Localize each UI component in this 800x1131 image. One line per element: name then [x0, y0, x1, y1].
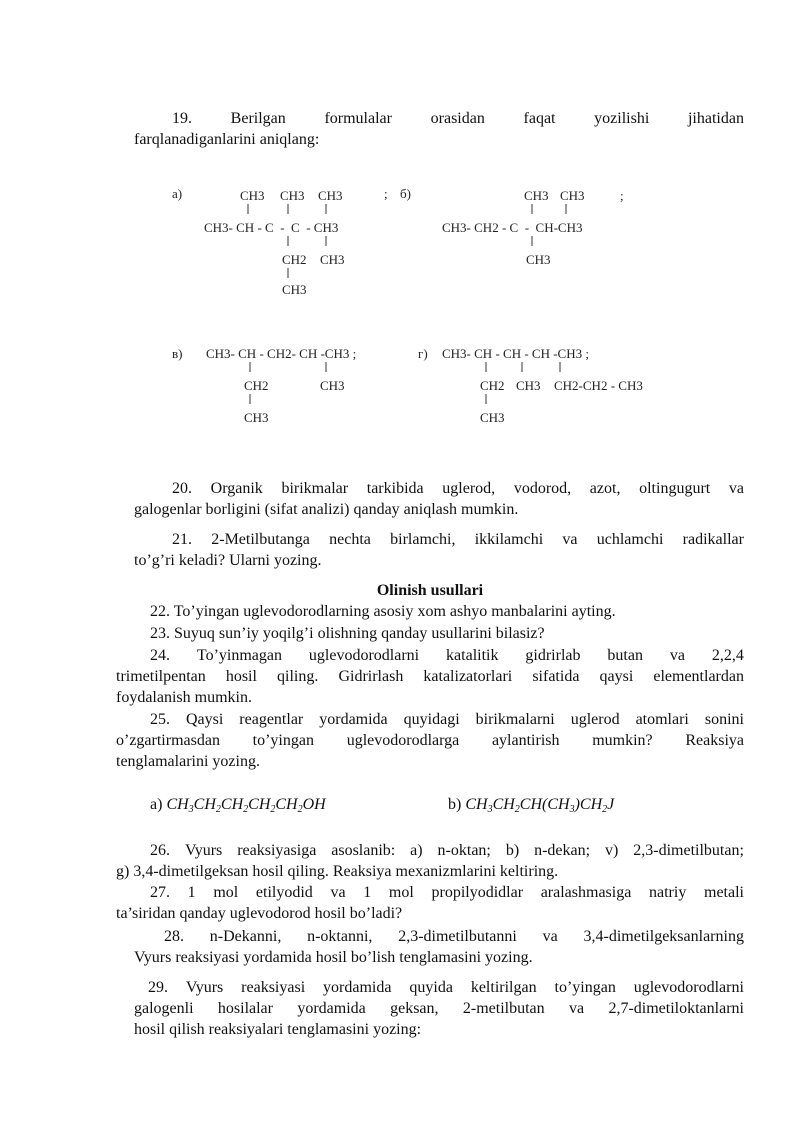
question-24-line-2	[116, 666, 744, 687]
word: uglevodorodlarni	[633, 979, 744, 996]
question-26-line-1	[116, 840, 744, 861]
structural-formulas	[0, 170, 800, 470]
word: 1	[187, 884, 196, 901]
word: jihatidan	[687, 110, 744, 127]
structure-v-main-chain: CH3- CH - CH2- CH -CH3 ;	[206, 346, 357, 361]
structure-b-top-1: CH3	[524, 188, 549, 203]
question-19-line-1	[134, 108, 744, 129]
word: 2-metilbutan	[462, 1000, 545, 1017]
word: 27.	[150, 884, 170, 901]
word: ikkilamchi	[474, 531, 544, 548]
word: va	[728, 480, 744, 497]
word: reaksiyasi	[241, 979, 306, 996]
word: birikmalarni	[475, 711, 555, 728]
word: qiling.	[277, 668, 319, 685]
word: formulalar	[324, 110, 392, 127]
word: 2,3-dimetilbutan;	[633, 842, 744, 859]
word: b)	[505, 842, 520, 859]
question-22	[150, 601, 744, 622]
structure-a-tail: CH3	[282, 282, 307, 297]
question-23	[150, 623, 744, 644]
word: tarkibida	[366, 480, 424, 497]
word: n-dekan;	[534, 842, 591, 859]
word: 24.	[150, 647, 170, 664]
question-29-line-1	[134, 977, 744, 998]
word: reagentlar	[239, 711, 304, 728]
word: uchlamchi	[596, 531, 664, 548]
word: gidrirlab	[525, 647, 581, 664]
question-26	[116, 840, 744, 882]
section-heading: Olinish usullari	[376, 582, 484, 599]
question-24-line-1	[116, 645, 744, 666]
word: Berilgan	[230, 110, 286, 127]
structure-a-branch-1: CH2	[282, 252, 307, 267]
word: yozilishi	[594, 110, 650, 127]
structure-a-label: a)	[172, 186, 183, 201]
word: yordamida	[297, 1000, 366, 1017]
formula-a-expression: $CH_3CH_2CH_2CH_2CH_2OH$	[166, 796, 326, 815]
word: mol	[388, 884, 414, 901]
word: v)	[605, 842, 619, 859]
word: oltingugurt	[639, 480, 711, 497]
structure-b	[400, 186, 624, 267]
question-25	[116, 709, 744, 772]
word: va	[562, 531, 578, 548]
word: uglerod,	[442, 480, 496, 497]
word: 29.	[148, 979, 168, 996]
word: sifatida	[532, 668, 580, 685]
structure-a-top-3: CH3	[318, 188, 343, 203]
question-27-line-1	[116, 882, 744, 903]
word: 1	[363, 884, 372, 901]
word: radikallar	[682, 531, 744, 548]
question-28	[134, 926, 744, 968]
question-27-line-2: ta’siridan qanday uglevodorod hosil bo’ladi?	[116, 905, 403, 922]
word: quyida	[409, 979, 453, 996]
word: 28.	[164, 928, 184, 945]
word: uglerod	[570, 711, 620, 728]
word: hosil	[225, 668, 257, 685]
word: hosilalar	[217, 1000, 273, 1017]
word: asoslanib:	[331, 842, 396, 859]
word: va	[330, 884, 346, 901]
word: mumkin?	[592, 732, 653, 749]
word: 20.	[172, 480, 192, 497]
word: etilyodid	[255, 884, 313, 901]
word: to’yingan	[252, 732, 314, 749]
word: va	[542, 928, 558, 945]
question-20-line-2: galogenlar borligini (sifat analizi) qanday aniqlash mumkin.	[134, 501, 519, 518]
word: yordamida	[323, 979, 392, 996]
word: Organik	[210, 480, 263, 497]
question-21-line-2: to’g’ri keladi? Ularni yozing.	[134, 552, 322, 569]
word: va	[568, 1000, 585, 1017]
question-25-line-1	[116, 709, 744, 730]
structure-a-branch-2: CH3	[320, 252, 345, 267]
structure-a-top-1: CH3	[240, 188, 265, 203]
structure-a-separator: ;	[384, 186, 388, 201]
word: aylantirish	[491, 732, 560, 749]
formula-a-label: a)	[150, 796, 163, 813]
word: Gidrirlash	[338, 668, 404, 685]
word: nechta	[329, 531, 371, 548]
word: 2,3-dimetilbutanni	[398, 928, 517, 945]
structure-b-label: б)	[400, 186, 411, 201]
structure-b-main-chain: CH3- CH2 - C - CH-CH3	[442, 220, 583, 235]
word: keltirilgan	[470, 979, 537, 996]
word: mol	[213, 884, 239, 901]
word: birikmalar	[281, 480, 349, 497]
structure-g-main-chain: CH3- CH - CH - CH -CH3 ;	[442, 346, 589, 361]
word: To’yinmagan	[196, 647, 282, 664]
question-25-line-2	[116, 730, 744, 751]
word: 21.	[172, 531, 192, 548]
word: azot,	[589, 480, 621, 497]
structure-b-top-2: CH3	[560, 188, 585, 203]
word: qaysi	[599, 668, 634, 685]
word: n-oktan;	[437, 842, 491, 859]
question-24-line-3: foydalanish mumkin.	[116, 689, 252, 706]
word: o’zgartirmasdan	[116, 732, 220, 749]
question-29-line-3: hosil qilish reaksiyalari tenglamasini yozing:	[134, 1021, 422, 1038]
word: galogenli	[134, 1000, 194, 1017]
structure-v-branch-2: CH3	[320, 378, 345, 393]
word: elementlardan	[653, 668, 744, 685]
word: orasidan	[430, 110, 485, 127]
structure-v-label: в)	[172, 346, 183, 361]
question-28-line-1	[134, 926, 744, 947]
formula-a	[150, 796, 326, 814]
structure-a	[172, 186, 388, 297]
question-25-line-3: tenglamalarini yozing.	[116, 753, 260, 770]
word: Vyurs	[185, 979, 224, 996]
formula-b-expression: $CH_3CH_2CH(CH_3)CH_2J$	[465, 796, 615, 815]
question-19-line-2: farqlanadiganlarini aniqlang:	[134, 131, 320, 148]
word: n-Dekanni,	[209, 928, 282, 945]
structure-b-separator: ;	[620, 188, 624, 203]
question-22-text: 22. To’yingan uglevodorodlarning asosiy xom ashyo manbalarini ayting.	[150, 603, 616, 620]
word: katalitik	[446, 647, 499, 664]
word: aralashmasiga	[540, 884, 632, 901]
structure-g-label: г)	[418, 346, 428, 361]
formula-b-label: b)	[448, 796, 462, 813]
word: 2,7-dimetiloktanlarni	[608, 1000, 744, 1017]
structure-a-top-2: CH3	[280, 188, 305, 203]
word: uglevodorodlarni	[308, 647, 420, 664]
word: propilyodidlar	[431, 884, 524, 901]
question-24	[116, 645, 744, 708]
structure-v-tail: CH3	[244, 410, 269, 425]
structure-g-branch-1: CH2	[480, 378, 505, 393]
formula-b	[448, 796, 614, 814]
question-21	[134, 529, 744, 571]
question-29	[134, 977, 744, 1040]
question-20	[134, 478, 744, 520]
word: 2,2,4	[711, 647, 744, 664]
word: 25.	[150, 711, 170, 728]
word: butan	[607, 647, 643, 664]
word: reaksiyasiga	[237, 842, 317, 859]
word: geksan,	[390, 1000, 439, 1017]
structure-v	[172, 346, 356, 425]
structure-b-branch: CH3	[526, 252, 551, 267]
question-21-line-1	[134, 529, 744, 550]
word: vodorod,	[513, 480, 572, 497]
word: metali	[704, 884, 744, 901]
question-26-line-2: g) 3,4-dimetilgeksan hosil qiling. Reaksiya mexanizmlarini keltiring.	[116, 863, 559, 880]
question-27	[116, 882, 744, 924]
structure-a-main-chain: CH3- CH - C - C - CH3	[204, 220, 339, 235]
word: uglevodorodlarga	[346, 732, 460, 749]
word: sonini	[704, 711, 744, 728]
word: 26.	[150, 842, 170, 859]
structure-g-tail: CH3	[480, 410, 505, 425]
word: Vyurs	[184, 842, 223, 859]
word: yordamida	[319, 711, 388, 728]
word: to’yingan	[554, 979, 616, 996]
word: atomlari	[635, 711, 689, 728]
word: Qaysi	[185, 711, 224, 728]
word: quyidagi	[403, 711, 460, 728]
structure-g	[418, 346, 643, 425]
structure-v-branch-1: CH2	[244, 378, 269, 393]
word: va	[669, 647, 685, 664]
question-19	[134, 108, 744, 150]
word: Reaksiya	[685, 732, 744, 749]
structure-g-branch-3: CH2-CH2 - CH3	[554, 378, 643, 393]
word: 2-Metilbutanga	[211, 531, 310, 548]
word: a)	[410, 842, 423, 859]
word: katalizatorlari	[423, 668, 513, 685]
question-20-line-1	[134, 478, 744, 499]
word: natriy	[649, 884, 687, 901]
structure-g-branch-2: CH3	[516, 378, 541, 393]
question-29-line-2	[134, 998, 744, 1019]
question-28-line-2: Vyurs reaksiyasi yordamida hosil bo’lish tenglamasini yozing.	[134, 949, 533, 966]
word: n-oktanni,	[307, 928, 373, 945]
word: 19.	[172, 110, 192, 127]
word: faqat	[523, 110, 556, 127]
word: birlamchi,	[390, 531, 456, 548]
word: trimetilpentan	[116, 668, 206, 685]
word: 3,4-dimetilgeksanlarning	[583, 928, 744, 945]
question-23-text: 23. Suyuq sun’iy yoqilg’i olishning qanday usullarini bilasiz?	[150, 625, 545, 642]
